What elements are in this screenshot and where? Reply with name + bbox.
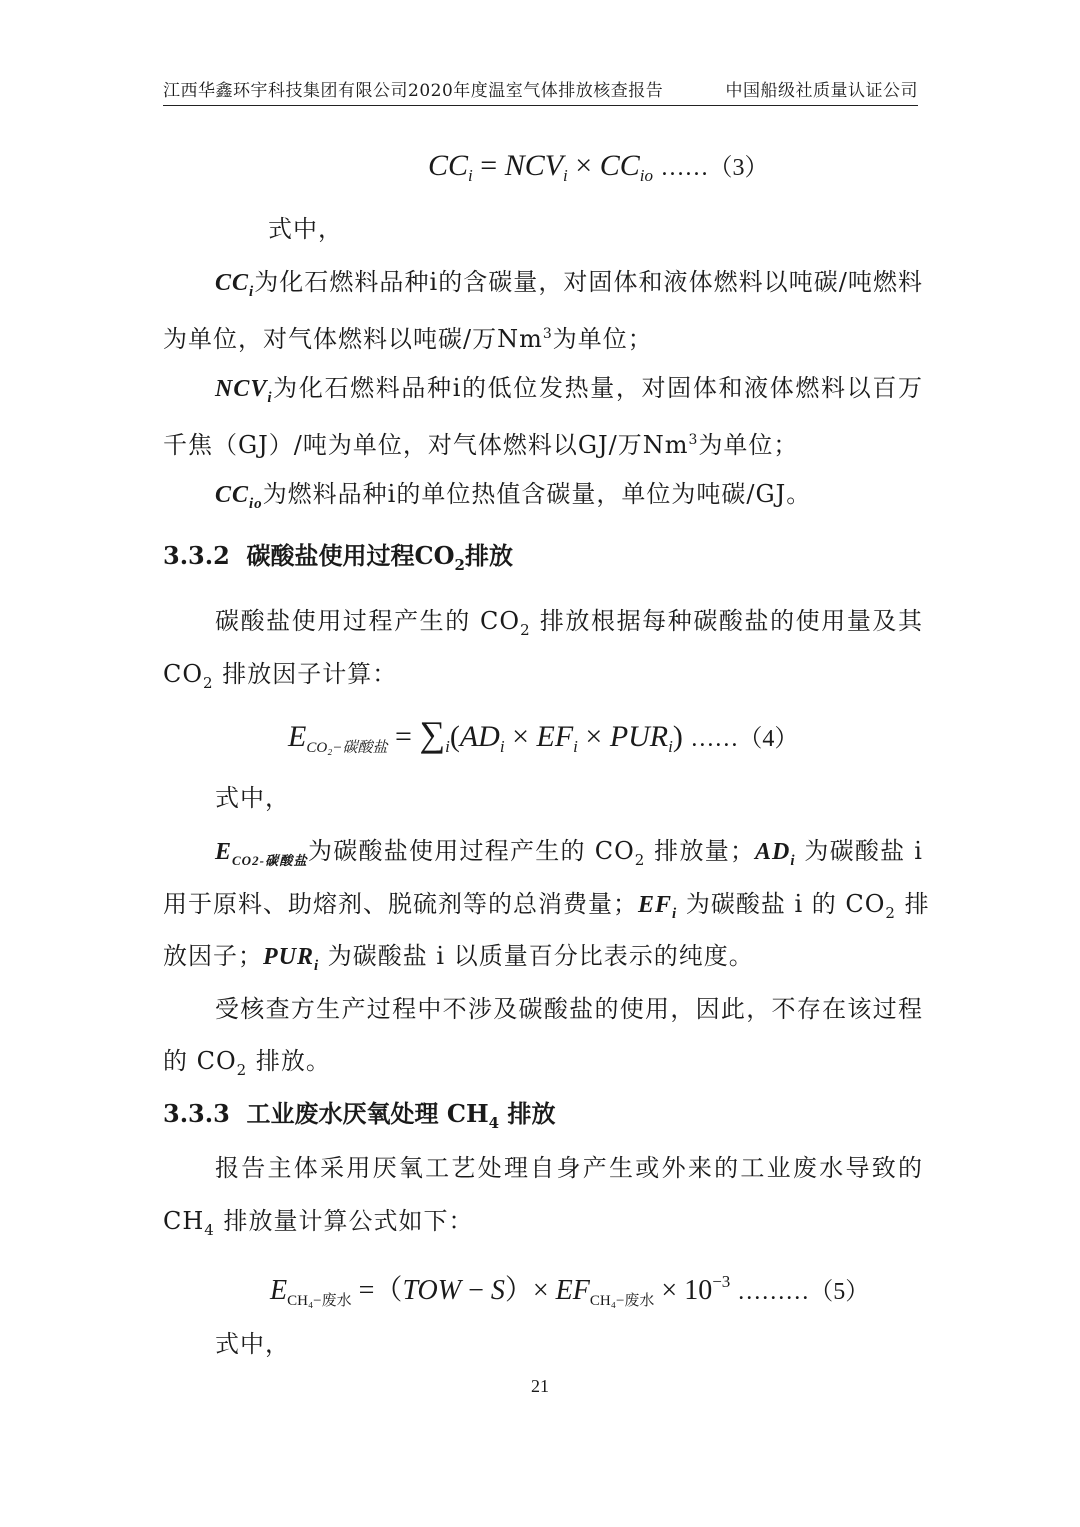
page-number: 21 [531, 1376, 549, 1396]
section-heading-3-3-2: 3.3.2 碳酸盐使用过程$CO_2$排放 [163, 541, 513, 574]
cci-definition-line-2: 为单位，对气体燃料以吨碳/万Nm$^3$为单位； [163, 325, 653, 353]
variables-line-3: 放因子；$PUR_i$ 为碳酸盐 i 以质量百分比表示的纯度。 [163, 942, 754, 974]
ncv-definition-line-2: 千焦（GJ）/吨为单位，对气体燃料以GJ/万Nm$^3$为单位； [163, 431, 799, 459]
wastewater-paragraph-line-1: 报告主体采用厌氧工艺处理自身产生或外来的工业废水导致的 [215, 1154, 923, 1182]
ef-variable: $EF_i$ [638, 892, 678, 922]
e-variable: $E_{CO2-碳酸盐}$ [215, 839, 308, 868]
formula-5: $E_{CH_4-废水} =(TOW - S)\times EF_{CH_4-废水} \times 10^{-3}$ ………（5） [270, 1272, 870, 1309]
shizhong-1: 式中， [268, 215, 343, 243]
section-heading-3-3-3: 3.3.3 工业废水厌氧处理 $CH_4$ 排放 [163, 1099, 556, 1132]
formula-3: $CC_i = NCV_i \times CC_{io}$ ……（3） [428, 149, 769, 185]
not-applicable-line-2: 的 $CO_2$ 排放。 [163, 1047, 331, 1079]
carbonate-paragraph-line-1: 碳酸盐使用过程产生的 $CO_2$ 排放根据每种碳酸盐的使用量及其 [215, 607, 923, 639]
not-applicable-line-1: 受核查方生产过程中不涉及碳酸盐的使用，因此，不存在该过程 [215, 995, 923, 1023]
ncv-definition-line-1: $NCV_i$为化石燃料品种i的低位发热量，对固体和液体燃料以百万 [215, 374, 923, 406]
wastewater-paragraph-line-2: $CH_4$ 排放量计算公式如下： [163, 1207, 474, 1239]
ncv-variable: $NCV_i$ [215, 376, 273, 406]
cci-definition-line-1: $CC_i$为化石燃料品种i的含碳量，对固体和液体燃料以吨碳/吨燃料 [215, 268, 923, 300]
variables-line-1: $E_{CO2-碳酸盐}$为碳酸盐使用过程产生的 $CO_2$ 排放量；$AD_i$ 为碳酸盐 i [215, 837, 923, 869]
pur-variable: $PUR_i$ [263, 944, 320, 974]
ad-variable: $AD_i$ [754, 839, 796, 869]
formula-4-number: ……（4） [690, 726, 799, 752]
formula-4: $E_{CO_2-碳酸盐} = \sum_i(AD_i \times EF_i \times PUR_i)$ ……（4） [288, 714, 799, 756]
shizhong-3: 式中， [215, 1330, 290, 1358]
formula-5-number: ………（5） [737, 1279, 870, 1305]
carbonate-paragraph-line-2: $CO_2$ 排放因子计算： [163, 660, 398, 692]
variables-line-2: 用于原料、助熔剂、脱硫剂等的总消费量；$EF_i$ 为碳酸盐 i 的 $CO_2$ 排 [163, 890, 930, 922]
formula-3-number: ……（3） [660, 155, 769, 181]
header-organization: 中国船级社质量认证公司 [725, 81, 918, 101]
ccio-variable: $CC_{io}$ [215, 482, 263, 512]
page-header [163, 76, 918, 106]
header-report-title: 江西华鑫环宇科技集团有限公司2020年度温室气体排放核查报告 [163, 81, 664, 101]
shizhong-2: 式中， [215, 784, 290, 812]
cci-variable: $CC_i$ [215, 270, 255, 300]
ccio-definition: $CC_{io}$为燃料品种i的单位热值含碳量，单位为吨碳/GJ。 [215, 480, 812, 512]
